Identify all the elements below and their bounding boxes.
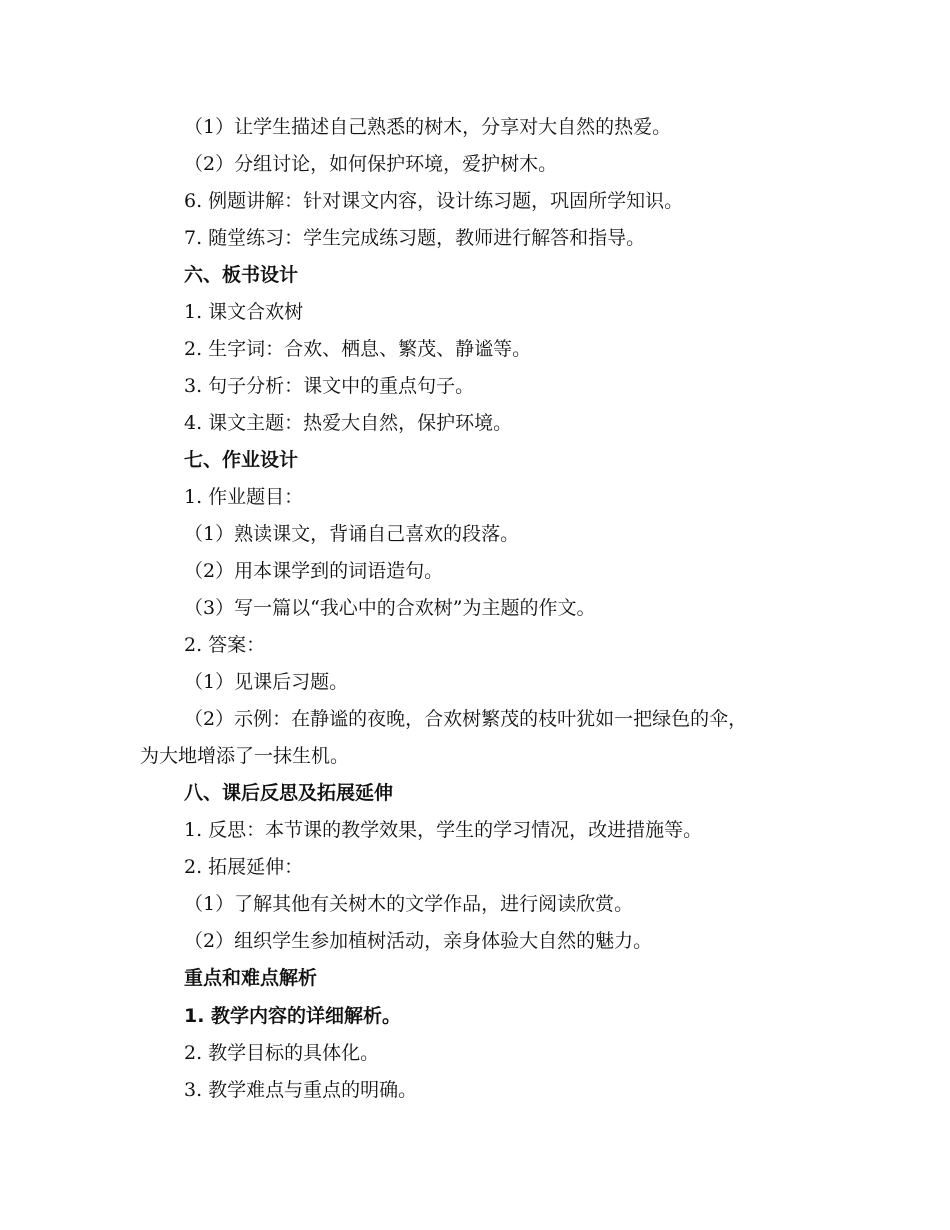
paragraph-line: （2）用本课学到的词语造句。 — [184, 560, 444, 582]
section-heading: 七、作业设计 — [184, 449, 299, 471]
paragraph-line: （3）写一篇以“我心中的合欢树”为主题的作文。 — [184, 597, 596, 619]
list-item: 7. 随堂练习：学生完成练习题，教师进行解答和指导。 — [184, 227, 646, 249]
list-item: 2. 答案： — [184, 634, 266, 656]
paragraph-line: （1）让学生描述自己熟悉的树木，分享对大自然的热爱。 — [184, 116, 672, 138]
list-item-bold: 1. 教学内容的详细解析。 — [184, 1005, 402, 1027]
paragraph-line: 为大地增添了一抹生机。 — [140, 745, 350, 767]
section-heading: 六、板书设计 — [184, 264, 299, 286]
list-item: 2. 教学目标的具体化。 — [184, 1042, 380, 1064]
list-item: 2. 生字词：合欢、栖息、繁茂、静谧等。 — [184, 338, 532, 360]
paragraph-line: （1）了解其他有关树木的文学作品，进行阅读欣赏。 — [184, 893, 634, 915]
section-heading: 八、课后反思及拓展延伸 — [184, 782, 394, 804]
section-heading: 重点和难点解析 — [184, 967, 318, 989]
list-item: 3. 教学难点与重点的明确。 — [184, 1079, 418, 1101]
list-item: 3. 句子分析：课文中的重点句子。 — [184, 375, 475, 397]
list-item: 1. 课文合欢树 — [184, 301, 304, 323]
list-item: 1. 反思：本节课的教学效果，学生的学习情况，改进措施等。 — [184, 819, 703, 841]
list-item: 2. 拓展延伸： — [184, 856, 304, 878]
paragraph-line: （1）见课后习题。 — [184, 671, 349, 693]
paragraph-line: （2）示例：在静谧的夜晚，合欢树繁茂的枝叶犹如一把绿色的伞， — [184, 708, 748, 730]
paragraph-line: （1）熟读课文，背诵自己喜欢的段落。 — [184, 523, 520, 545]
paragraph-line: （2）分组讨论，如何保护环境，爱护树木。 — [184, 153, 558, 175]
list-item: 4. 课文主题：热爱大自然，保护环境。 — [184, 412, 513, 434]
paragraph-line: （2）组织学生参加植树活动，亲身体验大自然的魅力。 — [184, 930, 653, 952]
list-item: 1. 作业题目： — [184, 486, 304, 508]
list-item: 6. 例题讲解：针对课文内容，设计练习题，巩固所学知识。 — [184, 190, 684, 212]
